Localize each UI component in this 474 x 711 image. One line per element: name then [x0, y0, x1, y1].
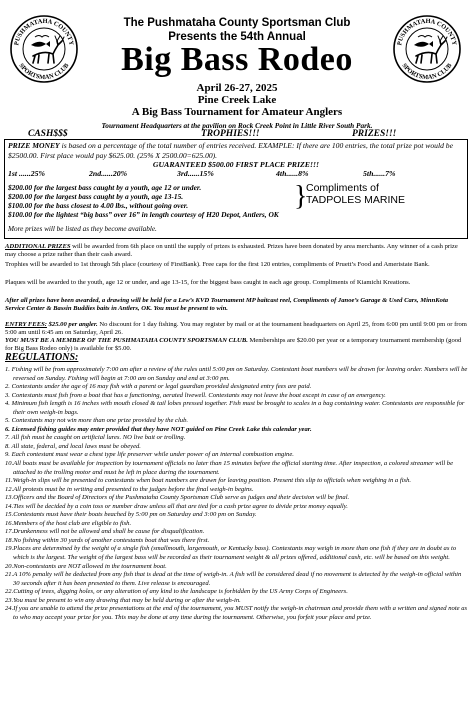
regulations-list	[5, 366, 469, 622]
regulation-item: 5. Contestants may not win more than one prize provided by the club.	[5, 417, 189, 425]
headquarters-line: Tournament Headquarters at the pavilion on Rock Creek Point in Little River South Park.	[101, 121, 373, 130]
regulation-item: 3. Contestants must fish from a boat that has a functioning, aerated livewell. Contestants may not leave the boat except in case of an emergency.	[5, 391, 386, 399]
place-1st: 1st ......25%	[8, 169, 46, 178]
regulation-item: 21.A 10% penalty will be deducted from any fish that is dead at the time of weigh-in. A fish will be considered dead if no movement is detected by the weigh-in official within 30 seconds after it has been presented to them. Live release is encouraged.	[5, 571, 462, 587]
bonus-youth-13-15: $200.00 for the largest bass caught by a youth, age 13-15.	[8, 192, 184, 201]
prizes-label: PRIZES!!!	[352, 129, 397, 139]
prize-money-box	[4, 139, 468, 239]
regulation-item: 23.You must be present to win any drawing that may be held during or after the weigh-in.	[5, 596, 241, 604]
regulation-item: 16.Members of the host club are eligible to fish.	[5, 519, 132, 527]
regulation-item: 20.Non-contestants are NOT allowed in the tournament boat.	[5, 562, 167, 570]
guaranteed-prize: GUARANTEED $500.00 FIRST PLACE PRIZE!!!	[152, 160, 320, 169]
regulation-item: 7. All fish must be caught on artificial lures. NO live bait or trolling.	[5, 434, 186, 442]
presents-line: Presents the 54th Annual	[168, 31, 306, 43]
cash-label: CASH$$$	[28, 129, 68, 139]
seal-text-top: PUSHMATAHA COUNTY	[13, 17, 75, 47]
bonus-closest-4lbs: $100.00 for the bass closest to 4.00 lbs., without going over.	[8, 201, 189, 210]
additional-prizes	[5, 243, 469, 259]
regulation-item: 9. Each contestant must wear a chest type life preserver while under power of an internal combustion engine.	[5, 451, 294, 459]
drawing-note: After all prizes have been awarded, a drawing will be held for a Lew’s KVD Tournament MP baitcast reel, Compliments of Janoe’s Garage & Used Cars, MinnKota Service Center & Bassin Buddies baits in Antlers, OK. You must be present to win.	[5, 297, 449, 313]
membership-text: Memberships are $20.00 per year or a temporary tournament membership (good for Big Bass Rodeo only) is available for $5.00.	[5, 337, 462, 353]
seal-text-top: PUSHMATAHA COUNTY	[396, 17, 458, 47]
regulation-item: 12.All protests must be in writing and presented to the judges before the final weigh-in begins.	[5, 485, 254, 493]
event-location: Pine Creek Lake	[197, 94, 277, 106]
prize-money-text	[8, 141, 464, 160]
event-tagline: A Big Bass Tournament for Amateur Anglers	[131, 106, 343, 118]
place-2nd: 2nd......20%	[89, 169, 128, 178]
compliments-of	[306, 182, 405, 206]
page-title: Big Bass Rodeo	[121, 41, 353, 78]
regulation-item: 11.Weigh-in slips will be presented to contestants when boat numbers are drawn for leaving position. Present this slip to officials when weighing in a fish.	[5, 477, 412, 485]
regulation-item: 17.Drunkenness will not be allowed and shall be cause for disqualification.	[5, 528, 205, 536]
trophies-note: Trophies will be awarded to 1st through 5th place (courtesy of FirstBank). Free caps for the first 120 entries, compliments of Pruett’s Food and Ameristate Bank.	[5, 261, 430, 268]
regulation-item: 15.Contestants must have their boats beached by 5:00 pm on Saturday and 3:00 pm on Sunday.	[5, 511, 257, 519]
regulation-item: 8. All state, federal, and local laws must be obeyed.	[5, 442, 141, 450]
additional-prizes-text: will be awarded from 6th place on until the supply of prizes is exhausted. Prizes have been donated by area merchants. Any winner of a cash prize may choose a prize rather than their cash award.	[5, 243, 458, 259]
event-dates: April 26-27, 2025	[196, 82, 278, 94]
entry-fees	[5, 321, 469, 337]
seal-text-bottom: SPORTSMAN CLUB	[400, 62, 454, 82]
brace-glyph: }	[294, 181, 308, 212]
regulation-item: 14.Ties will be decided by a coin toss or number draw unless all that are tied for a cash prize agree to divide prize money equally.	[5, 502, 348, 510]
trophies-label: TROPHIES!!!	[201, 129, 260, 139]
prize-money-description: is based on a percentage of the total number of entries received. EXAMPLE: If there are 100 entries, the total prize pot would be $2500.00. First place would pay $625.00. (25% X 2500.00=625.00).	[8, 141, 453, 160]
more-prizes-note: More prizes will be listed as they become available.	[8, 225, 157, 233]
membership-note	[5, 337, 469, 353]
bonus-youth-12: $200.00 for the largest bass caught by a youth, age 12 or under.	[8, 183, 202, 192]
regulations-heading: REGULATIONS:	[5, 352, 79, 363]
entry-fee-amount: $25.00 per angler.	[46, 321, 98, 328]
regulation-item: 22.Cutting of trees, digging holes, or any alteration of any kind to the landscape is forbidden by the US Army Corps of Engineers.	[5, 588, 348, 596]
plaques-note: Plaques will be awarded to the youth, age 12 or under, and age 13-15, for the biggest bass caught in each age group. Compliments of Kiamichi Kreations.	[5, 279, 411, 286]
bonus-lightest-big-bass: $100.00 for the lightest “big bass” over 16” in length courtesy of H20 Depot, Antlers, OK	[8, 210, 279, 219]
regulation-item: 6. Licensed fishing guides may enter provided that they have NOT guided on Pine Creek Lake this calendar year.	[5, 425, 312, 433]
regulation-item: 13.Officers and the Board of Directors of the Pushmataha County Sportsman Club serve as judges and their decision will be final.	[5, 494, 350, 502]
regulation-item: 1. Fishing will be from approximately 7:00 am after a review of the rules until 5:00 pm on Saturday. Contestant boat numbers will be drawn for leaving order. Numbers will be reversed on Sunday. Fishing will begin at 7:00 am on Sunday and end at 3:00 pm.	[5, 366, 468, 382]
club-name: The Pushmataha County Sportsman Club	[123, 17, 351, 29]
regulation-item: 4. Minimum fish length is 16 inches with mouth closed & tail lobes pressed together. Fish must be brought to scales in a bag containing water. Contestants are responsible for their own weigh-in bags.	[5, 400, 465, 416]
regulation-item: 2. Contestants under the age of 16 may fish with a parent or legal guardian provided designated entry fees are paid.	[5, 383, 312, 391]
regulation-item: 19.Places are determined by the weight of a single fish (smallmouth, largemouth, or Kentucky bass). Contestants may weigh in more than one fish if they are in doubt as to which is the largest. The weight of the largest bass will be recorded as their tournament weight & all prizes offered, additional cash, etc. will be based on this weight.	[5, 545, 457, 562]
prize-money-label: PRIZE MONEY	[8, 141, 60, 150]
compliments-line: Compliments of	[306, 182, 379, 194]
place-3rd: 3rd......15%	[177, 169, 214, 178]
seal-text-bottom: SPORTSMAN CLUB	[17, 62, 71, 82]
regulation-item: 10.All boats must be available for inspection by tournament officials no later than 15 minutes before the official starting time. After inspection, a colored streamer will be attached to the trolling motor and must be left in place during the tournament.	[5, 460, 454, 476]
sponsor-name: TADPOLES MARINE	[306, 194, 405, 206]
regulation-item: 18.No fishing within 30 yards of another contestants boat that was there first.	[5, 536, 210, 544]
place-4th: 4th......8%	[276, 169, 309, 178]
entry-fees-text: No discount for 1 day fishing. You may register by mail or at the tournament headquarters on April 25, from 6:00 pm until 9:00 pm or from 5:00 am until 6:45 am on Saturday, April 26.	[5, 321, 467, 337]
additional-prizes-label: ADDITIONAL PRIZES	[5, 243, 71, 250]
entry-fees-label: ENTRY FEES:	[5, 321, 47, 328]
place-5th: 5th......7%	[363, 169, 396, 178]
regulation-item: 24.If you are unable to attend the prize presentations at the end of the tournament, you MUST notify the weigh-in chairman and provide them with a written and signed note as to who may accept your prize for you. This may be done at any time during the tournament. Otherwise, you forfeit your place and prize.	[5, 605, 468, 621]
membership-required: YOU MUST BE A MEMBER OF THE PUSHMATAHA COUNTY SPORTSMAN CLUB.	[5, 337, 248, 344]
